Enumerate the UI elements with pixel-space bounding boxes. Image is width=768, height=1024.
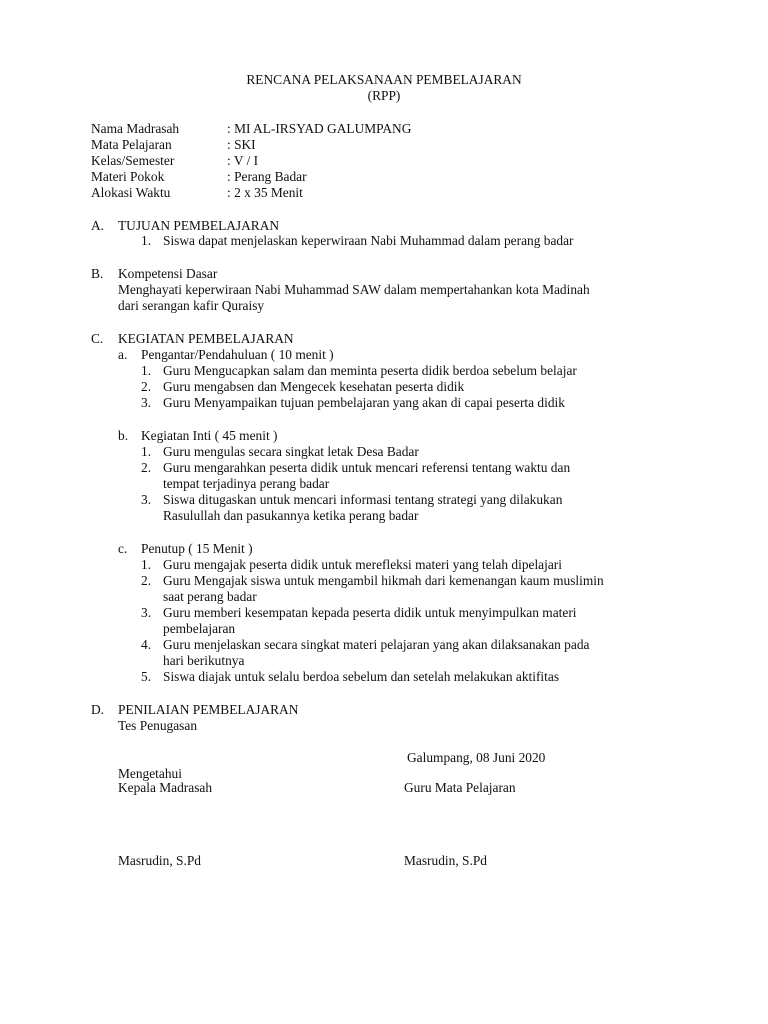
list-item-text: Guru mengabsen dan Mengecek kesehatan peserta didik (163, 379, 465, 394)
list-item-text: Guru mengarahkan peserta didik untuk mencari referensi tentang waktu dan (163, 460, 571, 475)
list-item-text: Rasulullah dan pasukannya ketika perang badar (163, 508, 419, 523)
section-heading: PENILAIAN PEMBELAJARAN (118, 702, 299, 717)
list-item-text: Guru mengulas secara singkat letak Desa Badar (163, 444, 419, 459)
list-number: 4. (141, 637, 152, 652)
list-item-text: Guru menjelaskan secara singkat materi pelajaran yang akan dilaksanakan pada (163, 637, 590, 652)
list-item-text: Guru mengajak peserta didik untuk merefleksi materi yang telah dipelajari (163, 557, 562, 572)
section-letter: D. (91, 702, 105, 717)
list-number: 3. (141, 492, 152, 507)
list-number: 2. (141, 573, 152, 588)
identity-value: : MI AL-IRSYAD GALUMPANG (227, 121, 412, 136)
identity-label: Kelas/Semester (91, 153, 175, 168)
identity-label: Mata Pelajaran (91, 137, 172, 152)
section-letter: C. (91, 331, 104, 346)
list-number: 2. (141, 379, 152, 394)
section-letter: B. (91, 266, 104, 281)
list-number: 1. (141, 363, 152, 378)
list-item-text: Siswa dapat menjelaskan keperwiraan Nabi Muhammad dalam perang badar (163, 233, 574, 248)
list-number: 5. (141, 669, 152, 684)
subsection-heading: Kegiatan Inti ( 45 menit ) (141, 428, 278, 443)
list-item-text: Guru Menyampaikan tujuan pembelajaran yang akan di capai peserta didik (163, 395, 565, 410)
teacher-role: Guru Mata Pelajaran (404, 780, 516, 795)
identity-label: Materi Pokok (91, 169, 165, 184)
list-item-text: tempat terjadinya perang badar (163, 476, 330, 491)
list-item-text: Guru Mengajak siswa untuk mengambil hikmah dari kemenangan kaum muslimin (163, 573, 604, 588)
document-subtitle: (RPP) (367, 88, 401, 103)
list-item-text: Guru memberi kesempatan kepada peserta didik untuk menyimpulkan materi (163, 605, 577, 620)
list-number: 3. (141, 605, 152, 620)
identity-value: : 2 x 35 Menit (227, 185, 303, 200)
principal-name: Masrudin, S.Pd (118, 853, 201, 868)
subsection-letter: c. (118, 541, 128, 556)
principal-role: Kepala Madrasah (118, 780, 213, 795)
paragraph-line: Tes Penugasan (118, 718, 198, 733)
acknowledge-heading: Mengetahui (118, 766, 182, 781)
subsection-letter: b. (118, 428, 129, 443)
list-item-text: pembelajaran (163, 621, 236, 636)
paragraph-line: dari serangan kafir Quraisy (118, 298, 265, 313)
paragraph-line: Menghayati keperwiraan Nabi Muhammad SAW dalam mempertahankan kota Madinah (118, 282, 590, 297)
subsection-letter: a. (118, 347, 128, 362)
list-item-text: Siswa diajak untuk selalu berdoa sebelum dan setelah melakukan aktifitas (163, 669, 560, 684)
identity-label: Alokasi Waktu (91, 185, 171, 200)
place-date: Galumpang, 08 Juni 2020 (407, 750, 546, 765)
document-title: RENCANA PELAKSANAAN PEMBELAJARAN (246, 72, 522, 87)
section-heading: Kompetensi Dasar (118, 266, 218, 281)
list-item-text: Guru Mengucapkan salam dan meminta peserta didik berdoa sebelum belajar (163, 363, 577, 378)
list-number: 3. (141, 395, 152, 410)
list-item-text: hari berikutnya (163, 653, 245, 668)
teacher-name: Masrudin, S.Pd (404, 853, 487, 868)
list-number: 1. (141, 557, 152, 572)
subsection-heading: Pengantar/Pendahuluan ( 10 menit ) (141, 347, 334, 362)
section-heading: TUJUAN PEMBELAJARAN (118, 218, 280, 233)
list-item-text: saat perang badar (163, 589, 257, 604)
list-item-text: Siswa ditugaskan untuk mencari informasi tentang strategi yang dilakukan (163, 492, 563, 507)
identity-value: : V / I (227, 153, 259, 168)
list-number: 1. (141, 444, 152, 459)
list-number: 1. (141, 233, 152, 248)
section-letter: A. (91, 218, 105, 233)
identity-value: : SKI (227, 137, 256, 152)
identity-value: : Perang Badar (227, 169, 307, 184)
section-heading: KEGIATAN PEMBELAJARAN (118, 331, 294, 346)
subsection-heading: Penutup ( 15 Menit ) (141, 541, 253, 556)
list-number: 2. (141, 460, 152, 475)
identity-label: Nama Madrasah (91, 121, 180, 136)
